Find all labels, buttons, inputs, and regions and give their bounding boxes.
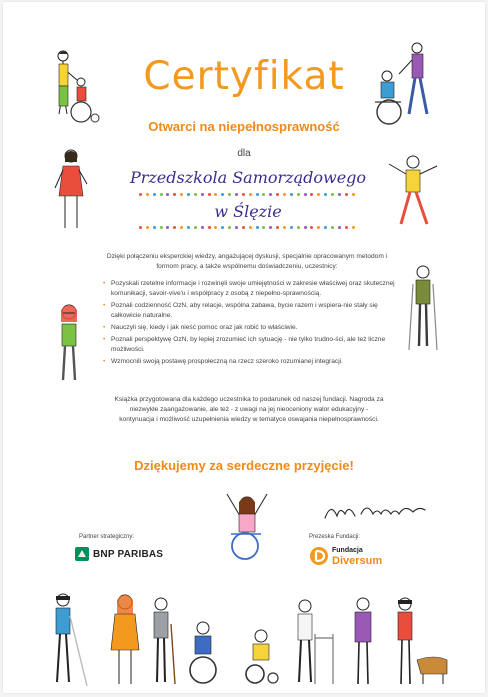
divider-dot	[180, 226, 183, 229]
divider-dot	[352, 226, 355, 229]
partner-label: Partner strategiczny:	[79, 534, 135, 540]
divider-dot	[187, 226, 190, 229]
wheelchair-pusher-illustration	[51, 50, 111, 130]
recipient-line-1: Przedszkola Samorządowego	[129, 168, 367, 187]
divider-dot	[208, 193, 211, 196]
list-item: • Poznali perspektywę OzN, by lepiej zrozumieć ich sytuację - nie tylko trudno-ści, ale też liczne możliwości.	[103, 335, 403, 355]
divider-dot	[153, 226, 156, 229]
divider-dot	[153, 193, 156, 196]
cheering-wheelchair-girl-illustration	[215, 492, 279, 562]
bnp-paribas-logo	[75, 547, 163, 561]
divider-dot	[262, 193, 265, 196]
divider-dot	[345, 193, 348, 196]
dotted-divider	[139, 226, 355, 229]
divider-dot	[283, 193, 286, 196]
divider-dot	[297, 226, 300, 229]
divider-dot	[352, 193, 355, 196]
certificate-title: Certyfikat	[143, 54, 345, 99]
divider-dot	[324, 226, 327, 229]
divider-dot	[139, 226, 142, 229]
divider-dot	[228, 193, 231, 196]
divider-dot	[242, 193, 245, 196]
divider-dot	[201, 226, 204, 229]
divider-dot	[256, 193, 259, 196]
divider-dot	[180, 193, 183, 196]
wheelchair-pair-illustration	[371, 42, 441, 132]
divider-dot	[235, 226, 238, 229]
divider-dot	[166, 193, 169, 196]
divider-dot	[290, 226, 293, 229]
divider-dot	[173, 193, 176, 196]
divider-dot	[139, 193, 142, 196]
divider-dot	[338, 226, 341, 229]
diversum-icon	[309, 546, 329, 566]
foundation-word: Fundacja	[332, 547, 363, 554]
girl-glasses-illustration	[51, 302, 87, 386]
divider-dot	[166, 226, 169, 229]
closing-paragraph: Książka przygotowana dla każdego uczestnika to podarunek od naszej fundacji. Nagroda za niezwykłe zaangażowanie, ale też - z uwagi na jej nieoceniony walor edukacyjny - kontynuacja i możliwość uzupełnienia wiedzy w tematyce oswajania niepełnosprawności.	[114, 396, 384, 423]
divider-dot	[269, 193, 272, 196]
divider-dot	[235, 193, 238, 196]
divider-dot	[283, 226, 286, 229]
divider-dot	[324, 193, 327, 196]
list-item: • Wzmocnili swoją postawę prospołeczną na rzecz szeroko rozumianej integracji.	[103, 357, 403, 367]
divider-dot	[214, 226, 217, 229]
divider-dot	[338, 193, 341, 196]
divider-dot	[160, 226, 163, 229]
divider-dot	[249, 226, 252, 229]
certificate-page	[3, 2, 485, 693]
dotted-divider	[139, 193, 355, 196]
divider-dot	[317, 226, 320, 229]
diversum-logo	[309, 546, 382, 566]
divider-dot	[208, 226, 211, 229]
divider-dot	[194, 226, 197, 229]
bnp-stars-icon	[75, 547, 89, 561]
divider-dot	[310, 193, 313, 196]
divider-dot	[262, 226, 265, 229]
divider-dot	[214, 193, 217, 196]
divider-dot	[276, 226, 279, 229]
divider-dot	[221, 193, 224, 196]
divider-dot	[317, 193, 320, 196]
divider-dot	[345, 226, 348, 229]
certificate-subtitle: Otwarci na niepełnosprawność	[148, 119, 340, 134]
divider-dot	[304, 193, 307, 196]
divider-dot	[228, 226, 231, 229]
foundation-name: Diversum	[332, 555, 383, 567]
for-label: dla	[237, 148, 251, 159]
divider-dot	[276, 193, 279, 196]
thanks-heading: Dziękujemy za serdeczne przyjęcie!	[134, 458, 354, 473]
divider-dot	[221, 226, 224, 229]
achievements-list	[103, 279, 403, 369]
divider-dot	[146, 226, 149, 229]
recipient-line-2: w Ślęzie	[214, 202, 282, 221]
divider-dot	[304, 226, 307, 229]
divider-dot	[160, 193, 163, 196]
president-label: Prezeska Fundacji:	[309, 534, 361, 540]
bottom-figures-illustration	[43, 590, 453, 690]
divider-dot	[290, 193, 293, 196]
divider-dot	[173, 226, 176, 229]
divider-dot	[297, 193, 300, 196]
man-yellow-shirt-illustration	[383, 154, 443, 234]
president-signature	[321, 496, 431, 526]
woman-red-dress-illustration	[53, 148, 93, 238]
list-item: • Nauczyli się, kiedy i jak nieść pomoc oraz jak robić to właściwie.	[103, 323, 403, 333]
partner-name: BNP PARIBAS	[93, 548, 164, 560]
divider-dot	[269, 226, 272, 229]
divider-dot	[146, 193, 149, 196]
divider-dot	[249, 193, 252, 196]
divider-dot	[331, 226, 334, 229]
divider-dot	[201, 193, 204, 196]
list-item: • Pozyskali rzetelne informacje i rozwinęli swoje umiejętności w zakresie właściwej oraz skutecznej komunikacji, savoir-vive'u i współpracy z osobą z niepełno-sprawnością.	[103, 279, 403, 299]
divider-dot	[331, 193, 334, 196]
man-crutches-illustration	[405, 264, 441, 356]
intro-paragraph: Dzięki połączeniu eksperckiej wiedzy, angażującej dyskusji, specjalnie opracowanym metodom i formom pracy, a także wspólnemu doświadczeniu, uczestnicy:	[106, 253, 388, 270]
list-item: • Poznali codzienność OzN, aby relacje, wspólna zabawa, bycie razem i wspiera-nie stały się całkowicie naturalne.	[103, 301, 403, 321]
divider-dot	[242, 226, 245, 229]
divider-dot	[194, 193, 197, 196]
divider-dot	[187, 193, 190, 196]
divider-dot	[256, 226, 259, 229]
divider-dot	[310, 226, 313, 229]
